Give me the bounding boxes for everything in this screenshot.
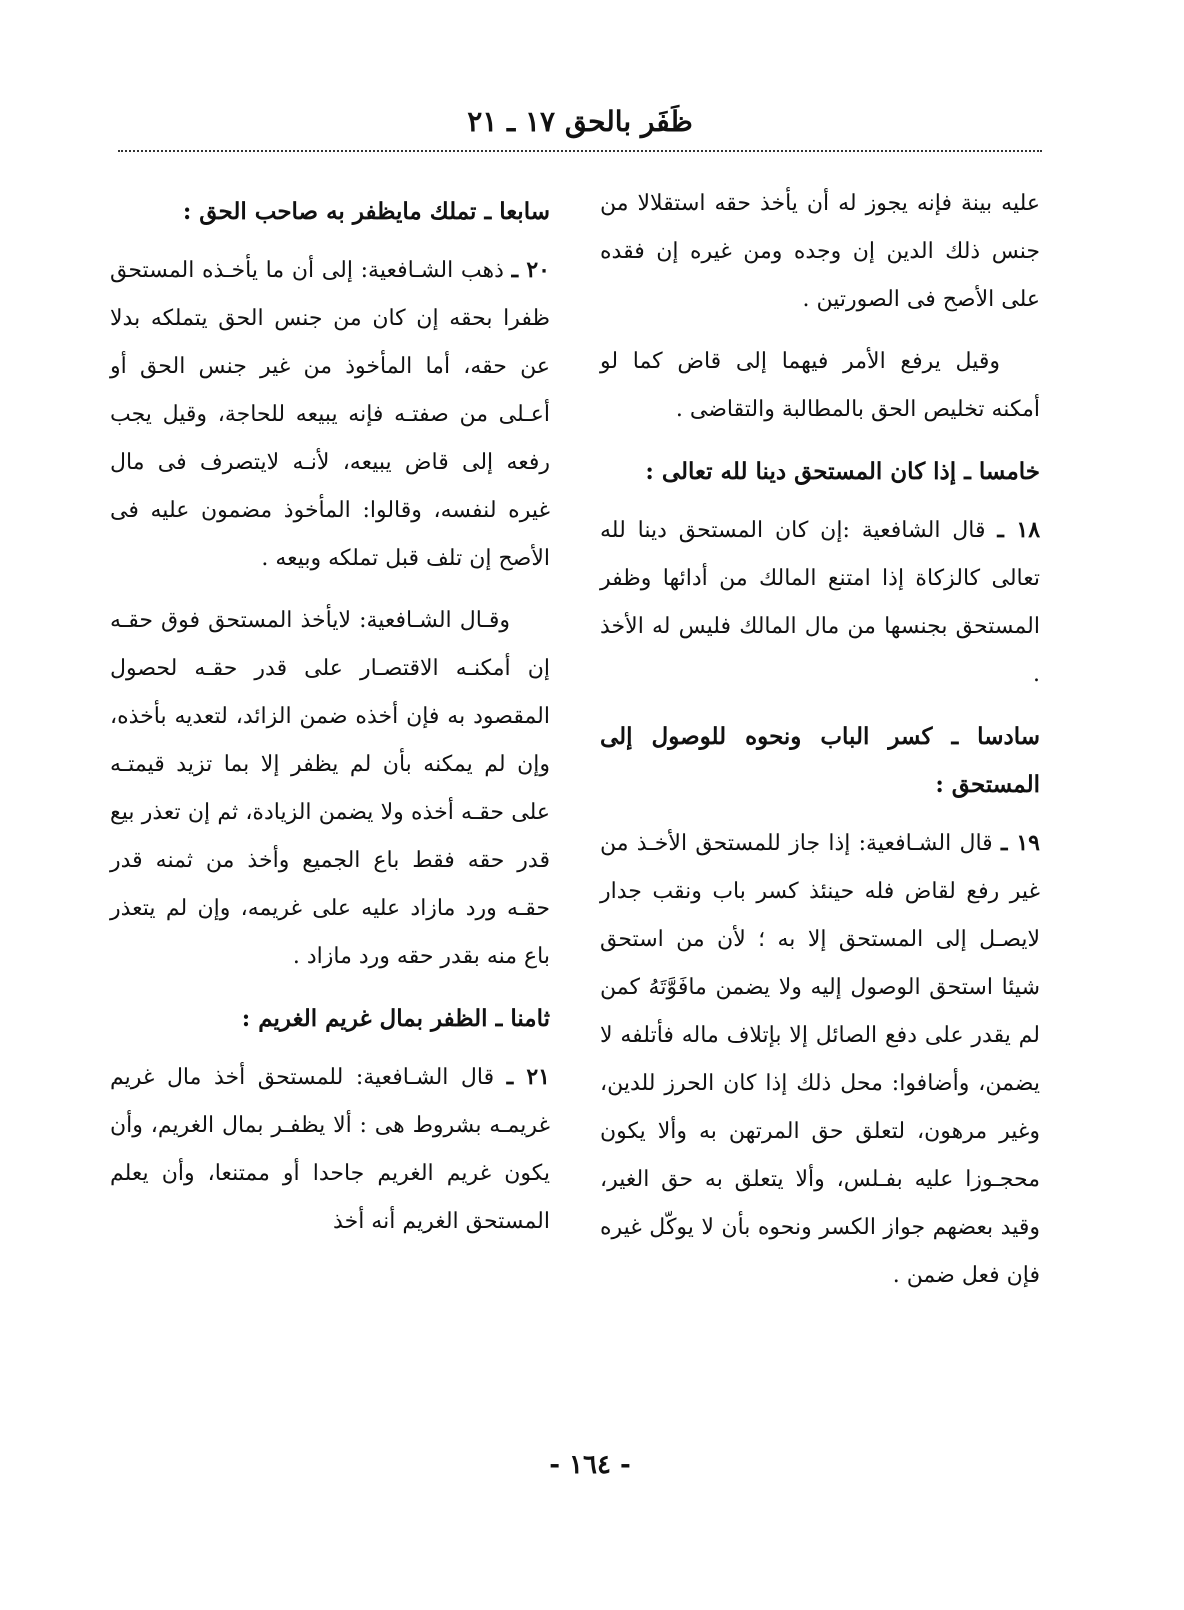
paragraph-20 <box>110 246 550 583</box>
running-header: ظَفَر بالحق ١٧ ـ ٢١ <box>467 105 693 138</box>
left-column <box>110 180 550 1260</box>
paragraph-alternative-view: وقيل يرفع الأمر فيهما إلى قاض كما لو أمكنه تخليص الحق بالمطالبة والتقاضى . <box>600 349 1040 422</box>
paragraph-20-text: ذهب الشـافعية: إلى أن ما يأخـذه المستحق ظفرا بحقه إن كان من جنس الحق يتملكه بدلا عن حقه، أما المأخوذ من غير جنس الحق أو أعـلى من صفتـه فإنه يبيعه للحاجة، وقيل يجب رفعه إلى قاض يبيعه، لأنـه لايتصرف فى مال غيره لنفسه، وقالوا: المأخوذ مضمون عليه فى الأصح إن تلف قبل تملكه وبيعه . <box>110 258 550 571</box>
paragraph-20-continued: وقـال الشـافعية: لايأخذ المستحق فوق حقـه إن أمكنـه الاقتصـار على قدر حقـه لحصول المقصود به فإن أخذه ضمن الزائد، لتعديه بأخذه، وإن لم يمكنه بأن لم يظفر إلا بما تزيد قيمتـه على حقـه أخذه ولا يضمن الزيادة، ثم إن تعذر بيع قدر حقه فقط باع الجميع وأخذ من ثمنه قدر حقـه ورد مازاد عليه على غريمه، وإن لم يتعذر باع منه بقدر حقه ورد مازاد . <box>110 608 550 969</box>
paragraph-continuation: عليه بينة فإنه يجوز له أن يأخذ حقه استقلالا من جنس ذلك الدين إن وجده ومن غيره إن فقده على الأصح فى الصورتين . <box>600 191 1040 312</box>
paragraph-18-text: قال الشافعية :إن كان المستحق دينا لله تعالى كالزكاة إذا امتنع المالك من أدائها وظفر المستحق بجنسها من مال المالك فليس له الأخذ . <box>600 518 1040 687</box>
right-column <box>600 180 1040 1314</box>
paragraph-19 <box>600 819 1040 1300</box>
paragraph-number-19: ١٩ ـ <box>1000 830 1040 856</box>
paragraph-18 <box>600 506 1040 699</box>
section-heading-sixth: سادسا ـ كسر الباب ونحوه للوصول إلى المستحق : <box>600 723 1040 798</box>
section-heading-fifth: خامسا ـ إذا كان المستحق دينا لله تعالى : <box>645 458 1040 485</box>
page-number: - ١٦٤ - <box>549 1450 631 1480</box>
header-dotted-rule <box>118 150 1042 152</box>
paragraph-21 <box>110 1053 550 1246</box>
section-heading-eighth: ثامنا ـ الظفر بمال غريم الغريم : <box>241 1005 550 1032</box>
paragraph-19-text: قال الشـافعية: إذا جاز للمستحق الأخـذ من غير رفع لقاض فله حينئذ كسر باب ونقب جدار لايصـل إلى المستحق إلا به ؛ لأن من استحق شيئا استحق الوصول إليه ولا يضمن مافَوَّتَهُ كمن لم يقدر على دفع الصائل إلا بإتلاف ماله فأتلفه لا يضمن، وأضافوا: محل ذلك إذا كان الحرز للدين، وغير مرهون، لتعلق حق المرتهن به وألا يكون محجـوزا عليه بفـلس، وألا يتعلق به حق الغير، وقيد بعضهم جواز الكسر ونحوه بأن لا يوكّل غيره فإن فعل ضمن . <box>600 831 1040 1288</box>
paragraph-number-21: ٢١ ـ <box>506 1064 550 1090</box>
paragraph-number-20: ٢٠ ـ <box>511 257 550 283</box>
paragraph-21-text: قال الشـافعية: للمستحق أخذ مال غريم غريمـه بشروط هى : ألا يظفـر بمال الغريم، وأن يكون غريم الغريم جاحدا أو ممتنعا، وأن يعلم المستحق الغريم أنه أخذ <box>110 1065 550 1234</box>
paragraph-number-18: ١٨ ـ <box>997 517 1041 543</box>
section-heading-seventh: سابعا ـ تملك مايظفر به صاحب الحق : <box>182 198 550 225</box>
